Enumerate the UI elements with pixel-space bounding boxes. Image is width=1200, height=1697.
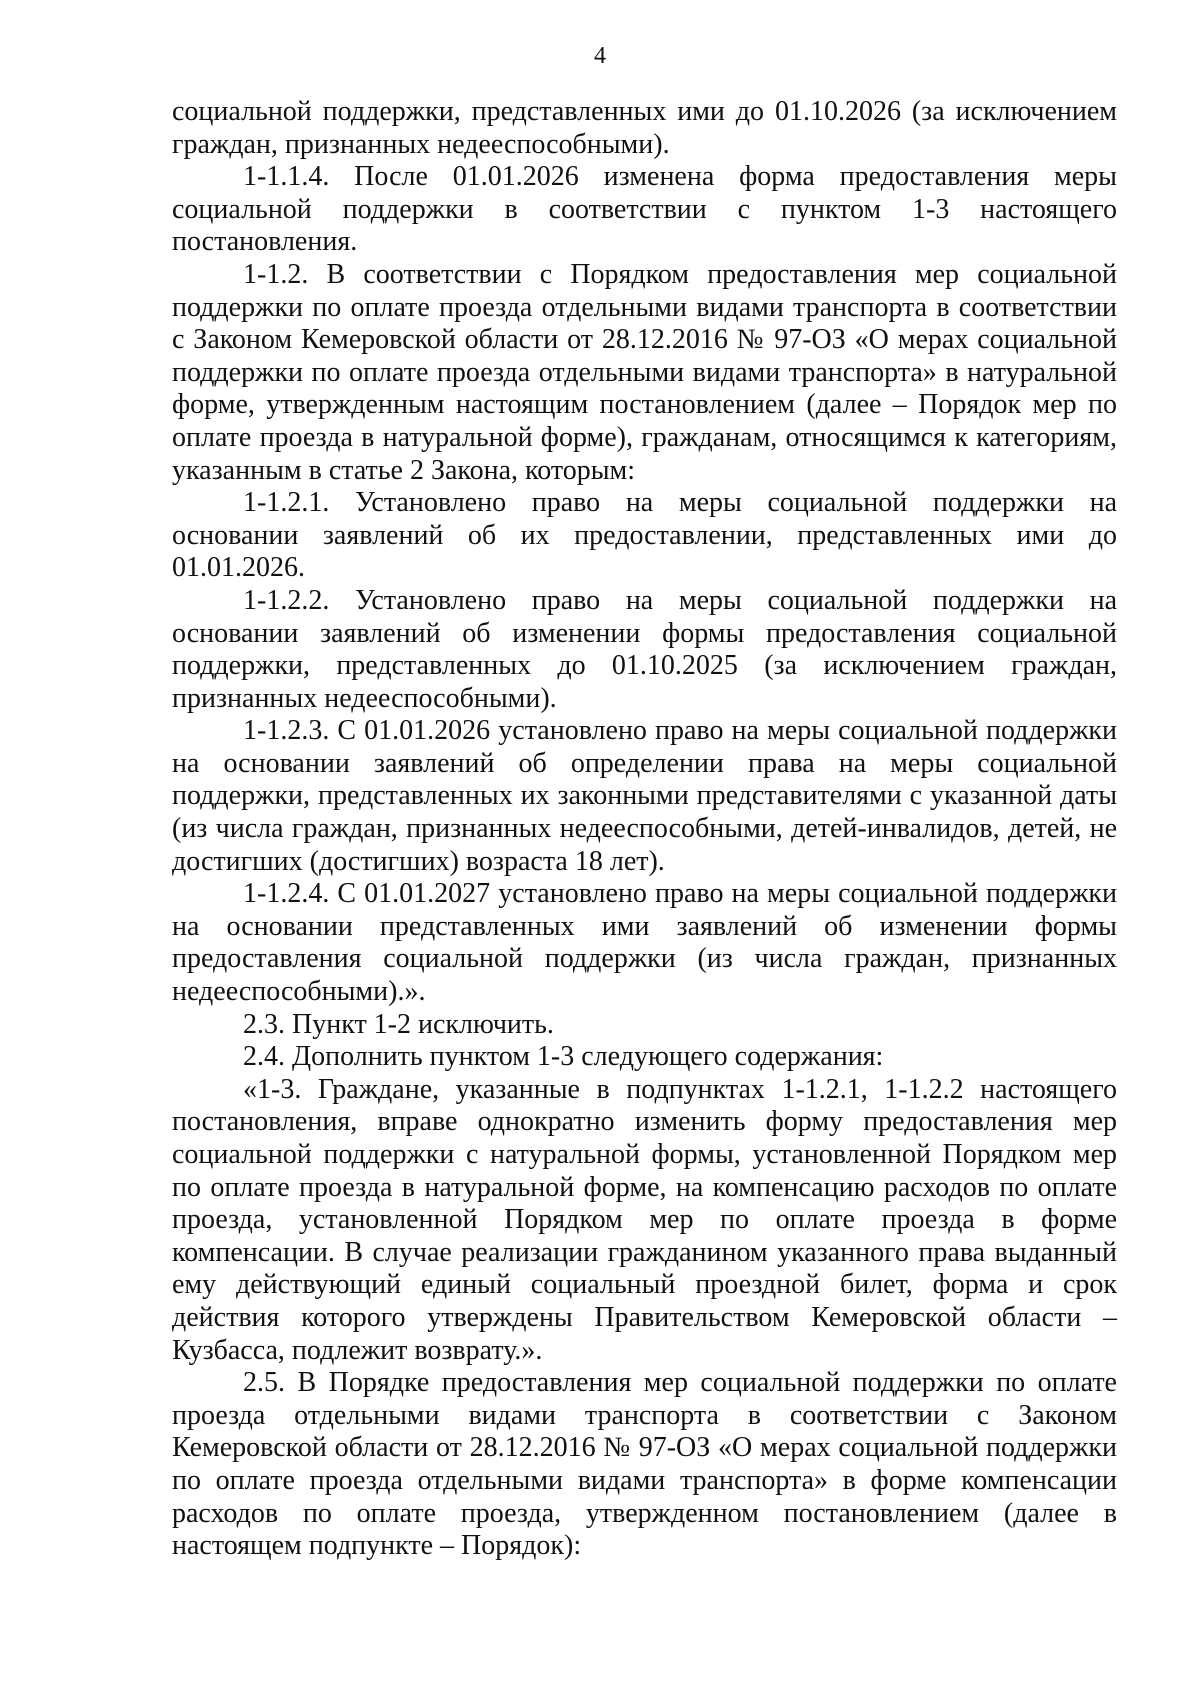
page-number: 4 — [594, 43, 606, 69]
paragraph-1-3-quote: «1-3. Граждане, указанные в подпунктах 1-1.2.1, 1-1.2.2 настоящего постановления, вправе однократно изменить форму предоставления мер социальной поддержки с натуральной формы, установленной Порядком мер по оплате проезда в натуральной форме, на компенсацию расходов по оплате проезда, установленной Порядком мер по оплате проезда в форме компенсации. В случае реализации гражданином указанного права выданный ему действующий единый социальный проездной билет, форма и срок действия которого утверждены Правительством Кемеровской области – Кузбасса, подлежит возврату.». — [172, 1073, 1117, 1366]
paragraph-1-1-2-3: 1-1.2.3. С 01.01.2026 установлено право на меры социальной поддержки на основании заявлений об определении права на меры социальной поддержки, представленных их законными представителями с указанной даты (из числа граждан, признанных недееспособными, детей-инвалидов, детей, не достигших (достигших) возраста 18 лет). — [172, 715, 1117, 877]
paragraph-1-1-2-2: 1-1.2.2. Установлено право на меры социальной поддержки на основании заявлений об изменении формы предоставления социальной поддержки, представленных до 01.10.2025 (за исключением граждан, признанных недееспособными). — [172, 584, 1117, 714]
paragraph-continuation: социальной поддержки, представленных ими до 01.10.2026 (за исключением граждан, признанных недееспособными). — [172, 96, 1117, 160]
document-body — [172, 96, 1117, 1563]
paragraph-1-1-2-4: 1-1.2.4. С 01.01.2027 установлено право на меры социальной поддержки на основании представленных ими заявлений об изменении формы предоставления социальной поддержки (из числа граждан, признанных недееспособными).». — [172, 878, 1117, 1008]
paragraph-1-1-2: 1-1.2. В соответствии с Порядком предоставления мер социальной поддержки по оплате проезда отдельными видами транспорта в соответствии с Законом Кемеровской области от 28.12.2016 № 97-ОЗ «О мерах социальной поддержки по оплате проезда отдельными видами транспорта» в натуральной форме, утвержденным настоящим постановлением (далее – Порядок мер по оплате проезда в натуральной форме), гражданам, относящимся к категориям, указанным в статье 2 Закона, которым: — [172, 258, 1117, 486]
paragraph-2-5: 2.5. В Порядке предоставления мер социальной поддержки по оплате проезда отдельными видами транспорта в соответствии с Законом Кемеровской области от 28.12.2016 № 97-ОЗ «О мерах социальной поддержки по оплате проезда отдельными видами транспорта» в форме компенсации расходов по оплате проезда, утвержденном постановлением (далее в настоящем подпункте – Порядок): — [172, 1367, 1117, 1562]
paragraph-2-4: 2.4. Дополнить пунктом 1-3 следующего содержания: — [243, 1041, 884, 1073]
paragraph-1-1-2-1: 1-1.2.1. Установлено право на меры социальной поддержки на основании заявлений об их предоставлении, представленных ими до 01.01.2026. — [172, 487, 1117, 584]
paragraph-2-3: 2.3. Пункт 1-2 исключить. — [243, 1008, 554, 1040]
paragraph-1-1-1-4: 1-1.1.4. После 01.01.2026 изменена форма предоставления меры социальной поддержки в соответствии с пунктом 1-3 настоящего постановления. — [172, 161, 1117, 258]
